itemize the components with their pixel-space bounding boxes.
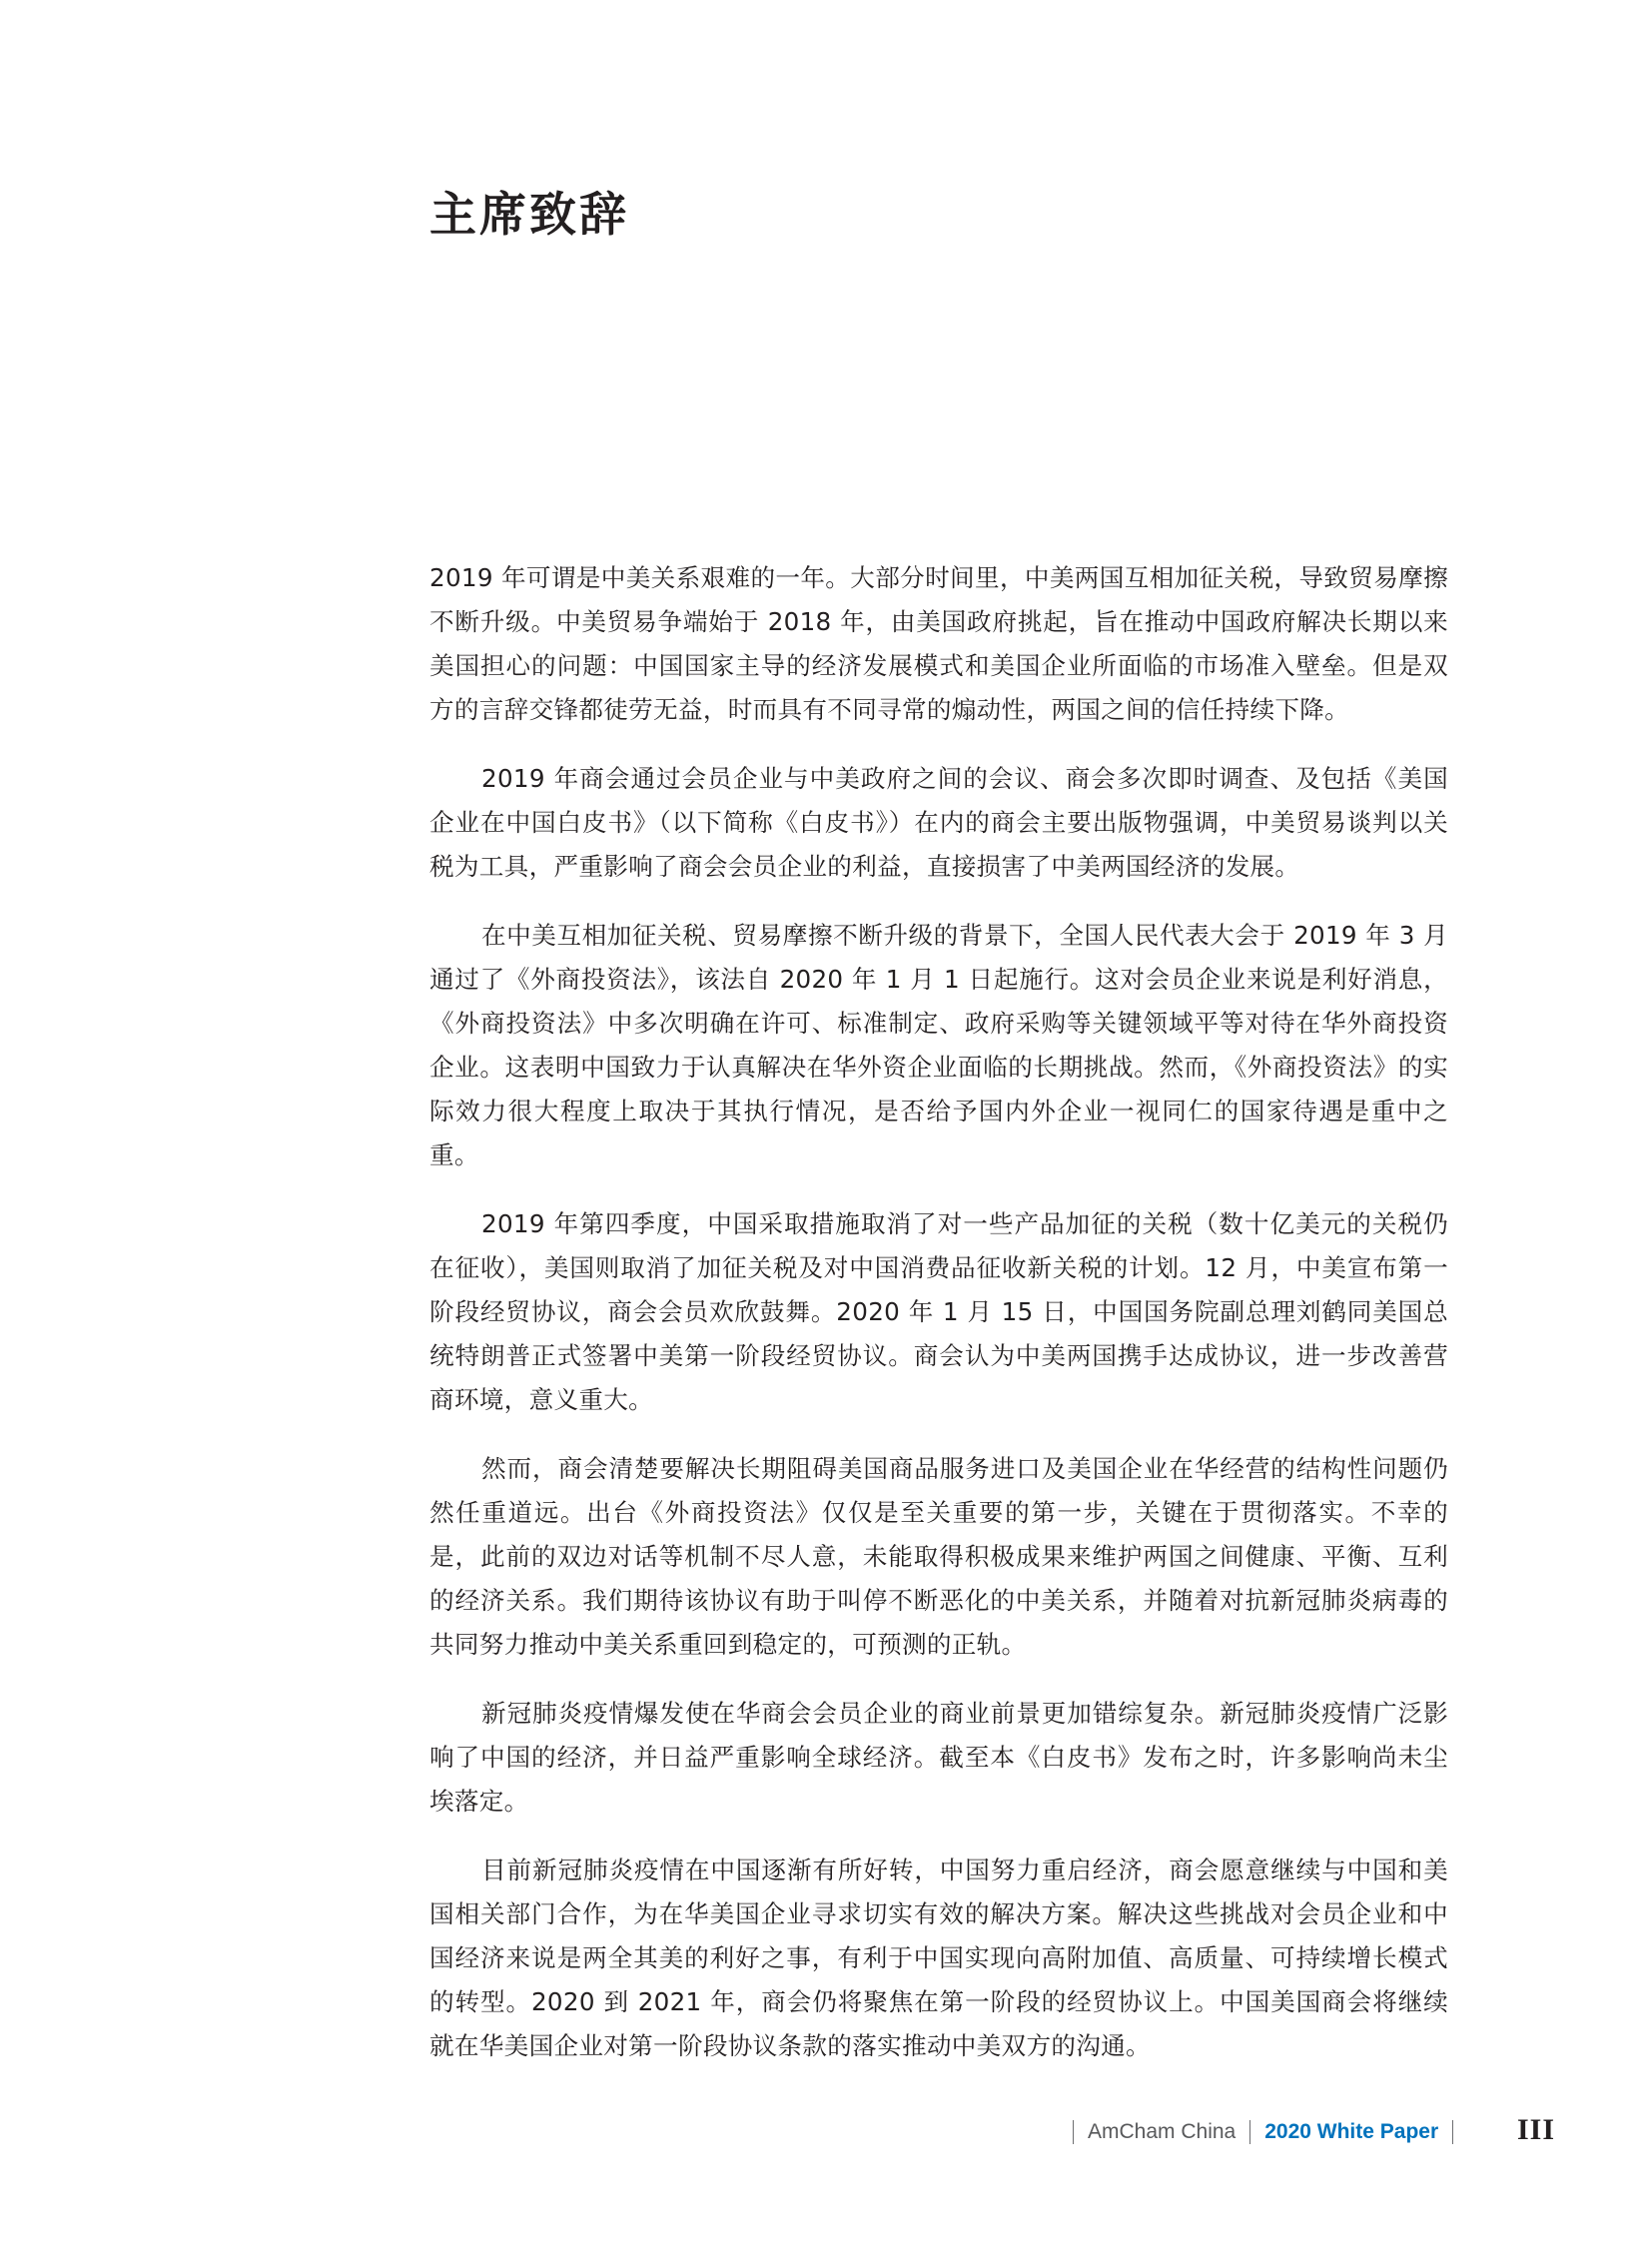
paragraph-3: 在中美互相加征关税、贸易摩擦不断升级的背景下，全国人民代表大会于 2019 年 3 月通过了《外商投资法》，该法自 2020 年 1 月 1 日起施行。这对会员企业来说是利好消息，《外商投资法》中多次明确在许可、标准制定、政府采购等关键领域平等对待在华外商投资企业。这表明中国致力于认真解决在华外资企业面临的长期挑战。然而，《外商投资法》的实际效力很大程度上取决于其执行情况，是否给予国内外企业一视同仁的国家待遇是重中之重。 <box>429 921 1448 1169</box>
body-text <box>429 556 1448 2093</box>
footer-divider-right <box>1452 2120 1453 2144</box>
page-number: III <box>1517 2113 1556 2146</box>
paragraph-5: 然而，商会清楚要解决长期阻碍美国商品服务进口及美国企业在华经营的结构性问题仍然任重道远。出台《外商投资法》仅仅是至关重要的第一步，关键在于贯彻落实。不幸的是，此前的双边对话等机制不尽人意，未能取得积极成果来维护两国之间健康、平衡、互利的经济关系。我们期待该协议有助于叫停不断恶化的中美关系，并随着对抗新冠肺炎病毒的共同努力推动中美关系重回到稳定的，可预测的正轨。 <box>429 1454 1448 1659</box>
paragraph-6: 新冠肺炎疫情爆发使在华商会会员企业的商业前景更加错综复杂。新冠肺炎疫情广泛影响了中国的经济，并日益严重影响全球经济。截至本《白皮书》发布之时，许多影响尚未尘埃落定。 <box>429 1699 1448 1816</box>
paragraph-2: 2019 年商会通过会员企业与中美政府之间的会议、商会多次即时调查、及包括《美国企业在中国白皮书》（以下简称《白皮书》）在内的商会主要出版物强调，中美贸易谈判以关税为工具，严重影响了商会会员企业的利益，直接损害了中美两国经济的发展。 <box>429 764 1448 881</box>
footer-organization: AmCham China <box>1088 2120 1237 2143</box>
footer-divider-middle <box>1249 2120 1250 2144</box>
paragraph-7: 目前新冠肺炎疫情在中国逐渐有所好转，中国努力重启经济，商会愿意继续与中国和美国相关部门合作，为在华美国企业寻求切实有效的解决方案。解决这些挑战对会员企业和中国经济来说是两全其美的利好之事，有利于中国实现向高附加值、高质量、可持续增长模式的转型。2020 到 2021 年，商会仍将聚焦在第一阶段的经贸协议上。中国美国商会将继续就在华美国企业对第一阶段协议条款的落实推动中美双方的沟通。 <box>429 1856 1448 2060</box>
footer-divider-left <box>1073 2120 1074 2144</box>
page-title: 主席致辞 <box>429 188 629 243</box>
page-footer <box>1059 2112 1467 2152</box>
paragraph-4: 2019 年第四季度，中国采取措施取消了对一些产品加征的关税（数十亿美元的关税仍在征收），美国则取消了加征关税及对中国消费品征收新关税的计划。12 月，中美宣布第一阶段经贸协议，商会会员欢欣鼓舞。2020 年 1 月 15 日，中国国务院副总理刘鹤同美国总统特朗普正式签署中美第一阶段经贸协议。商会认为中美两国携手达成协议，进一步改善营商环境，意义重大。 <box>429 1209 1448 1414</box>
paragraph-1: 2019 年可谓是中美关系艰难的一年。大部分时间里，中美两国互相加征关税，导致贸易摩擦不断升级。中美贸易争端始于 2018 年，由美国政府挑起，旨在推动中国政府解决长期以来美国担心的问题：中国国家主导的经济发展模式和美国企业所面临的市场准入壁垒。但是双方的言辞交锋都徒劳无益，时而具有不同寻常的煽动性，两国之间的信任持续下降。 <box>429 563 1448 724</box>
footer-report-title: 2020 White Paper <box>1264 2120 1439 2143</box>
